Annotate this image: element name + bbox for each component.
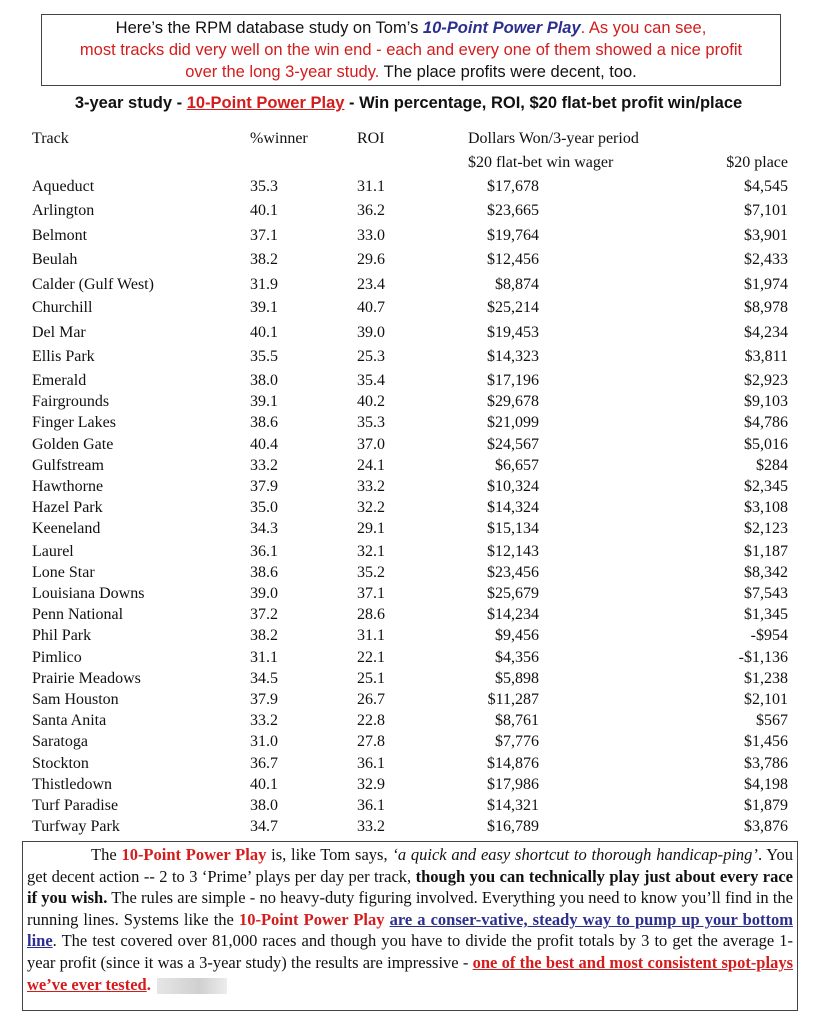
intro-line-3 [42, 61, 780, 83]
summary-bold-text: though you can technically play just about every race if you wish. [27, 866, 793, 908]
table-row [0, 457, 817, 478]
roi-value: 36.1 [357, 797, 385, 814]
win-profit: $14,876 [487, 755, 539, 772]
place-profit: $8,342 [744, 564, 788, 581]
place-profit: $3,108 [744, 499, 788, 516]
win-profit: $10,324 [487, 478, 539, 495]
win-percentage: 36.1 [250, 543, 278, 560]
win-profit: $14,234 [487, 606, 539, 623]
win-percentage: 40.1 [250, 202, 278, 219]
table-row [0, 733, 817, 754]
roi-value: 33.2 [357, 818, 385, 835]
win-percentage: 35.5 [250, 348, 278, 365]
win-profit: $9,456 [495, 627, 539, 644]
win-profit: $15,134 [487, 520, 539, 537]
intro-system-name: 10-Point Power Play [422, 19, 581, 37]
table-row [0, 818, 817, 839]
roi-value: 29.6 [357, 251, 385, 268]
win-profit: $16,789 [487, 818, 539, 835]
heading-text: 3-year study - [74, 94, 187, 112]
summary-paragraph [27, 844, 793, 995]
win-percentage: 39.1 [250, 299, 278, 316]
roi-value: 33.2 [357, 478, 385, 495]
summary-highlight-link: are a conser-vative, steady way to pump up your bottom line [27, 909, 793, 951]
table-row [0, 202, 817, 223]
win-percentage: 37.9 [250, 478, 278, 495]
table-row [0, 414, 817, 435]
win-profit: $19,453 [487, 324, 539, 341]
win-percentage: 38.0 [250, 372, 278, 389]
intro-box [41, 14, 781, 86]
win-percentage: 38.2 [250, 627, 278, 644]
table-row [0, 227, 817, 248]
table-row [0, 691, 817, 712]
win-profit: $25,679 [487, 585, 539, 602]
win-profit: $25,214 [487, 299, 539, 316]
place-profit: $1,187 [744, 543, 788, 560]
win-profit: $23,456 [487, 564, 539, 581]
table-row [0, 606, 817, 627]
col-head-track: Track [32, 130, 69, 147]
col-head-dollars: Dollars Won/3-year period [468, 130, 639, 147]
place-profit: $2,101 [744, 691, 788, 708]
summary-system-name: 10-Point Power Play [238, 909, 385, 929]
place-profit: $1,238 [744, 670, 788, 687]
summary-box [22, 841, 798, 1011]
win-profit: $8,874 [495, 276, 539, 293]
table-row [0, 520, 817, 541]
table-row [0, 436, 817, 457]
table-row [0, 299, 817, 320]
summary-text: . [146, 974, 151, 994]
smudge-mark [157, 978, 227, 994]
win-percentage: 33.2 [250, 712, 278, 729]
track-name: Hawthorne [32, 478, 104, 495]
track-name: Ellis Park [32, 348, 95, 365]
table-row [0, 178, 817, 199]
track-name: Prairie Meadows [32, 670, 141, 687]
win-profit: $19,764 [487, 227, 539, 244]
track-name: Santa Anita [32, 712, 107, 729]
table-row [0, 324, 817, 345]
summary-text: . You get decent action -- 2 to 3 ‘Prime’ plays per day per track, [27, 845, 793, 886]
win-percentage: 34.3 [250, 520, 278, 537]
win-percentage: 38.0 [250, 797, 278, 814]
roi-value: 36.1 [357, 755, 385, 772]
table-row [0, 393, 817, 414]
col-head-place: $20 place [726, 154, 788, 171]
win-percentage: 40.1 [250, 776, 278, 793]
track-name: Aqueduct [32, 178, 95, 195]
table-row [0, 543, 817, 564]
roi-value: 32.9 [357, 776, 385, 793]
table-row [0, 276, 817, 297]
place-profit: $7,543 [744, 585, 788, 602]
win-percentage: 38.6 [250, 564, 278, 581]
table-row [0, 564, 817, 585]
intro-line-2: most tracks did very well on the win end - each and every one of them showed a nice profit [79, 41, 743, 59]
intro-text: over the long 3-year study. [185, 63, 380, 81]
roi-value: 35.2 [357, 564, 385, 581]
place-profit: $9,103 [744, 393, 788, 410]
table-row [0, 478, 817, 499]
table-heading [0, 94, 817, 113]
roi-value: 31.1 [357, 627, 385, 644]
track-name: Hazel Park [32, 499, 103, 516]
roi-value: 28.6 [357, 606, 385, 623]
place-profit: $2,345 [744, 478, 788, 495]
place-profit: $7,101 [744, 202, 788, 219]
roi-value: 32.2 [357, 499, 385, 516]
track-name: Belmont [32, 227, 88, 244]
roi-value: 36.2 [357, 202, 385, 219]
table-row [0, 499, 817, 520]
track-name: Fairgrounds [32, 393, 110, 410]
track-name: Gulfstream [32, 457, 104, 474]
win-profit: $7,776 [495, 733, 539, 750]
track-name: Laurel [32, 543, 74, 560]
place-profit: -$1,136 [738, 649, 788, 666]
win-percentage: 34.7 [250, 818, 278, 835]
place-profit: $4,786 [744, 414, 788, 431]
track-name: Turfway Park [32, 818, 120, 835]
summary-text: . The test covered over 81,000 races and though you have to divide the profit totals by 3 to get the average 1-year profit (since it was a 3-year study) the results are impressive - [27, 931, 793, 972]
track-name: Del Mar [32, 324, 86, 341]
intro-text: Here’s the RPM database study on Tom’s [115, 19, 423, 37]
track-name: Turf Paradise [32, 797, 119, 814]
place-profit: $3,811 [744, 348, 788, 365]
track-name: Stockton [32, 755, 89, 772]
win-profit: $17,986 [487, 776, 539, 793]
heading-text: - Win percentage, ROI, $20 flat-bet profit win/place [344, 94, 743, 112]
roi-value: 25.1 [357, 670, 385, 687]
roi-value: 32.1 [357, 543, 385, 560]
intro-text: . As you can see, [580, 19, 707, 37]
place-profit: -$954 [750, 627, 788, 644]
col-head-win: $20 flat-bet win wager [468, 154, 614, 171]
table-row [0, 797, 817, 818]
win-percentage: 37.9 [250, 691, 278, 708]
summary-text: The [91, 845, 122, 864]
table-row [0, 251, 817, 272]
roi-value: 37.1 [357, 585, 385, 602]
place-profit: $284 [756, 457, 788, 474]
table-row [0, 372, 817, 393]
win-percentage: 39.0 [250, 585, 278, 602]
track-name: Sam Houston [32, 691, 119, 708]
track-name: Penn National [32, 606, 124, 623]
col-head-pct: %winner [250, 130, 308, 147]
place-profit: $8,978 [744, 299, 788, 316]
place-profit: $4,545 [744, 178, 788, 195]
roi-value: 22.8 [357, 712, 385, 729]
table-row [0, 627, 817, 648]
win-percentage: 40.4 [250, 436, 278, 453]
roi-value: 31.1 [357, 178, 385, 195]
roi-value: 27.8 [357, 733, 385, 750]
place-profit: $1,879 [744, 797, 788, 814]
place-profit: $4,198 [744, 776, 788, 793]
summary-system-name: 10-Point Power Play [121, 845, 267, 864]
win-profit: $4,356 [495, 649, 539, 666]
summary-text: The rules are simple - no heavy-duty figuring involved. Everything you need to know you’ll find in the running lines. Systems like the [27, 888, 793, 929]
track-name: Beulah [32, 251, 78, 268]
roi-value: 40.2 [357, 393, 385, 410]
win-profit: $24,567 [487, 436, 539, 453]
place-profit: $3,901 [744, 227, 788, 244]
win-percentage: 35.0 [250, 499, 278, 516]
track-name: Arlington [32, 202, 95, 219]
place-profit: $2,433 [744, 251, 788, 268]
win-percentage: 37.1 [250, 227, 278, 244]
win-profit: $6,657 [495, 457, 539, 474]
roi-value: 25.3 [357, 348, 385, 365]
intro-line-1 [42, 17, 780, 39]
table-row [0, 670, 817, 691]
win-profit: $12,143 [487, 543, 539, 560]
win-percentage: 40.1 [250, 324, 278, 341]
win-percentage: 37.2 [250, 606, 278, 623]
win-profit: $23,665 [487, 202, 539, 219]
track-name: Louisiana Downs [32, 585, 145, 602]
roi-value: 22.1 [357, 649, 385, 666]
place-profit: $5,016 [744, 436, 788, 453]
table-row [0, 776, 817, 797]
place-profit: $567 [756, 712, 788, 729]
win-percentage: 39.1 [250, 393, 278, 410]
win-profit: $29,678 [487, 393, 539, 410]
roi-value: 37.0 [357, 436, 385, 453]
win-percentage: 38.2 [250, 251, 278, 268]
table-row [0, 755, 817, 776]
win-profit: $12,456 [487, 251, 539, 268]
summary-text: is, like Tom says, [266, 845, 393, 864]
summary-quote: ‘a quick and easy shortcut to thorough handicap-ping’ [392, 845, 758, 864]
win-percentage: 33.2 [250, 457, 278, 474]
win-profit: $11,287 [487, 691, 539, 708]
win-percentage: 31.1 [250, 649, 278, 666]
table-row [0, 585, 817, 606]
roi-value: 24.1 [357, 457, 385, 474]
roi-value: 39.0 [357, 324, 385, 341]
place-profit: $1,974 [744, 276, 788, 293]
win-percentage: 36.7 [250, 755, 278, 772]
track-name: Saratoga [32, 733, 88, 750]
win-profit: $17,678 [487, 178, 539, 195]
roi-value: 23.4 [357, 276, 385, 293]
track-name: Calder (Gulf West) [32, 276, 154, 293]
place-profit: $3,876 [744, 818, 788, 835]
track-name: Thistledown [32, 776, 112, 793]
win-profit: $8,761 [495, 712, 539, 729]
place-profit: $3,786 [744, 755, 788, 772]
roi-value: 29.1 [357, 520, 385, 537]
track-name: Pimlico [32, 649, 82, 666]
track-name: Emerald [32, 372, 87, 389]
place-profit: $1,345 [744, 606, 788, 623]
track-name: Churchill [32, 299, 93, 316]
table-row [0, 649, 817, 670]
win-profit: $14,324 [487, 499, 539, 516]
win-percentage: 34.5 [250, 670, 278, 687]
roi-value: 33.0 [357, 227, 385, 244]
roi-value: 35.3 [357, 414, 385, 431]
intro-text: The place profits were decent, too. [379, 63, 637, 81]
track-name: Golden Gate [32, 436, 114, 453]
win-percentage: 31.0 [250, 733, 278, 750]
win-profit: $14,321 [487, 797, 539, 814]
place-profit: $4,234 [744, 324, 788, 341]
col-head-roi: ROI [357, 130, 385, 147]
track-name: Lone Star [32, 564, 95, 581]
track-name: Phil Park [32, 627, 92, 644]
place-profit: $2,923 [744, 372, 788, 389]
win-profit: $5,898 [495, 670, 539, 687]
table-row [0, 712, 817, 733]
summary-highlight: one of the best and most consistent spot-plays we’ve ever tested [27, 952, 793, 994]
table-row [0, 348, 817, 369]
win-percentage: 35.3 [250, 178, 278, 195]
track-name: Keeneland [32, 520, 101, 537]
heading-system-name: 10-Point Power Play [186, 94, 345, 112]
roi-value: 26.7 [357, 691, 385, 708]
win-percentage: 31.9 [250, 276, 278, 293]
win-profit: $17,196 [487, 372, 539, 389]
roi-value: 40.7 [357, 299, 385, 316]
track-name: Finger Lakes [32, 414, 116, 431]
win-profit: $14,323 [487, 348, 539, 365]
win-profit: $21,099 [487, 414, 539, 431]
place-profit: $2,123 [744, 520, 788, 537]
place-profit: $1,456 [744, 733, 788, 750]
roi-value: 35.4 [357, 372, 385, 389]
win-percentage: 38.6 [250, 414, 278, 431]
